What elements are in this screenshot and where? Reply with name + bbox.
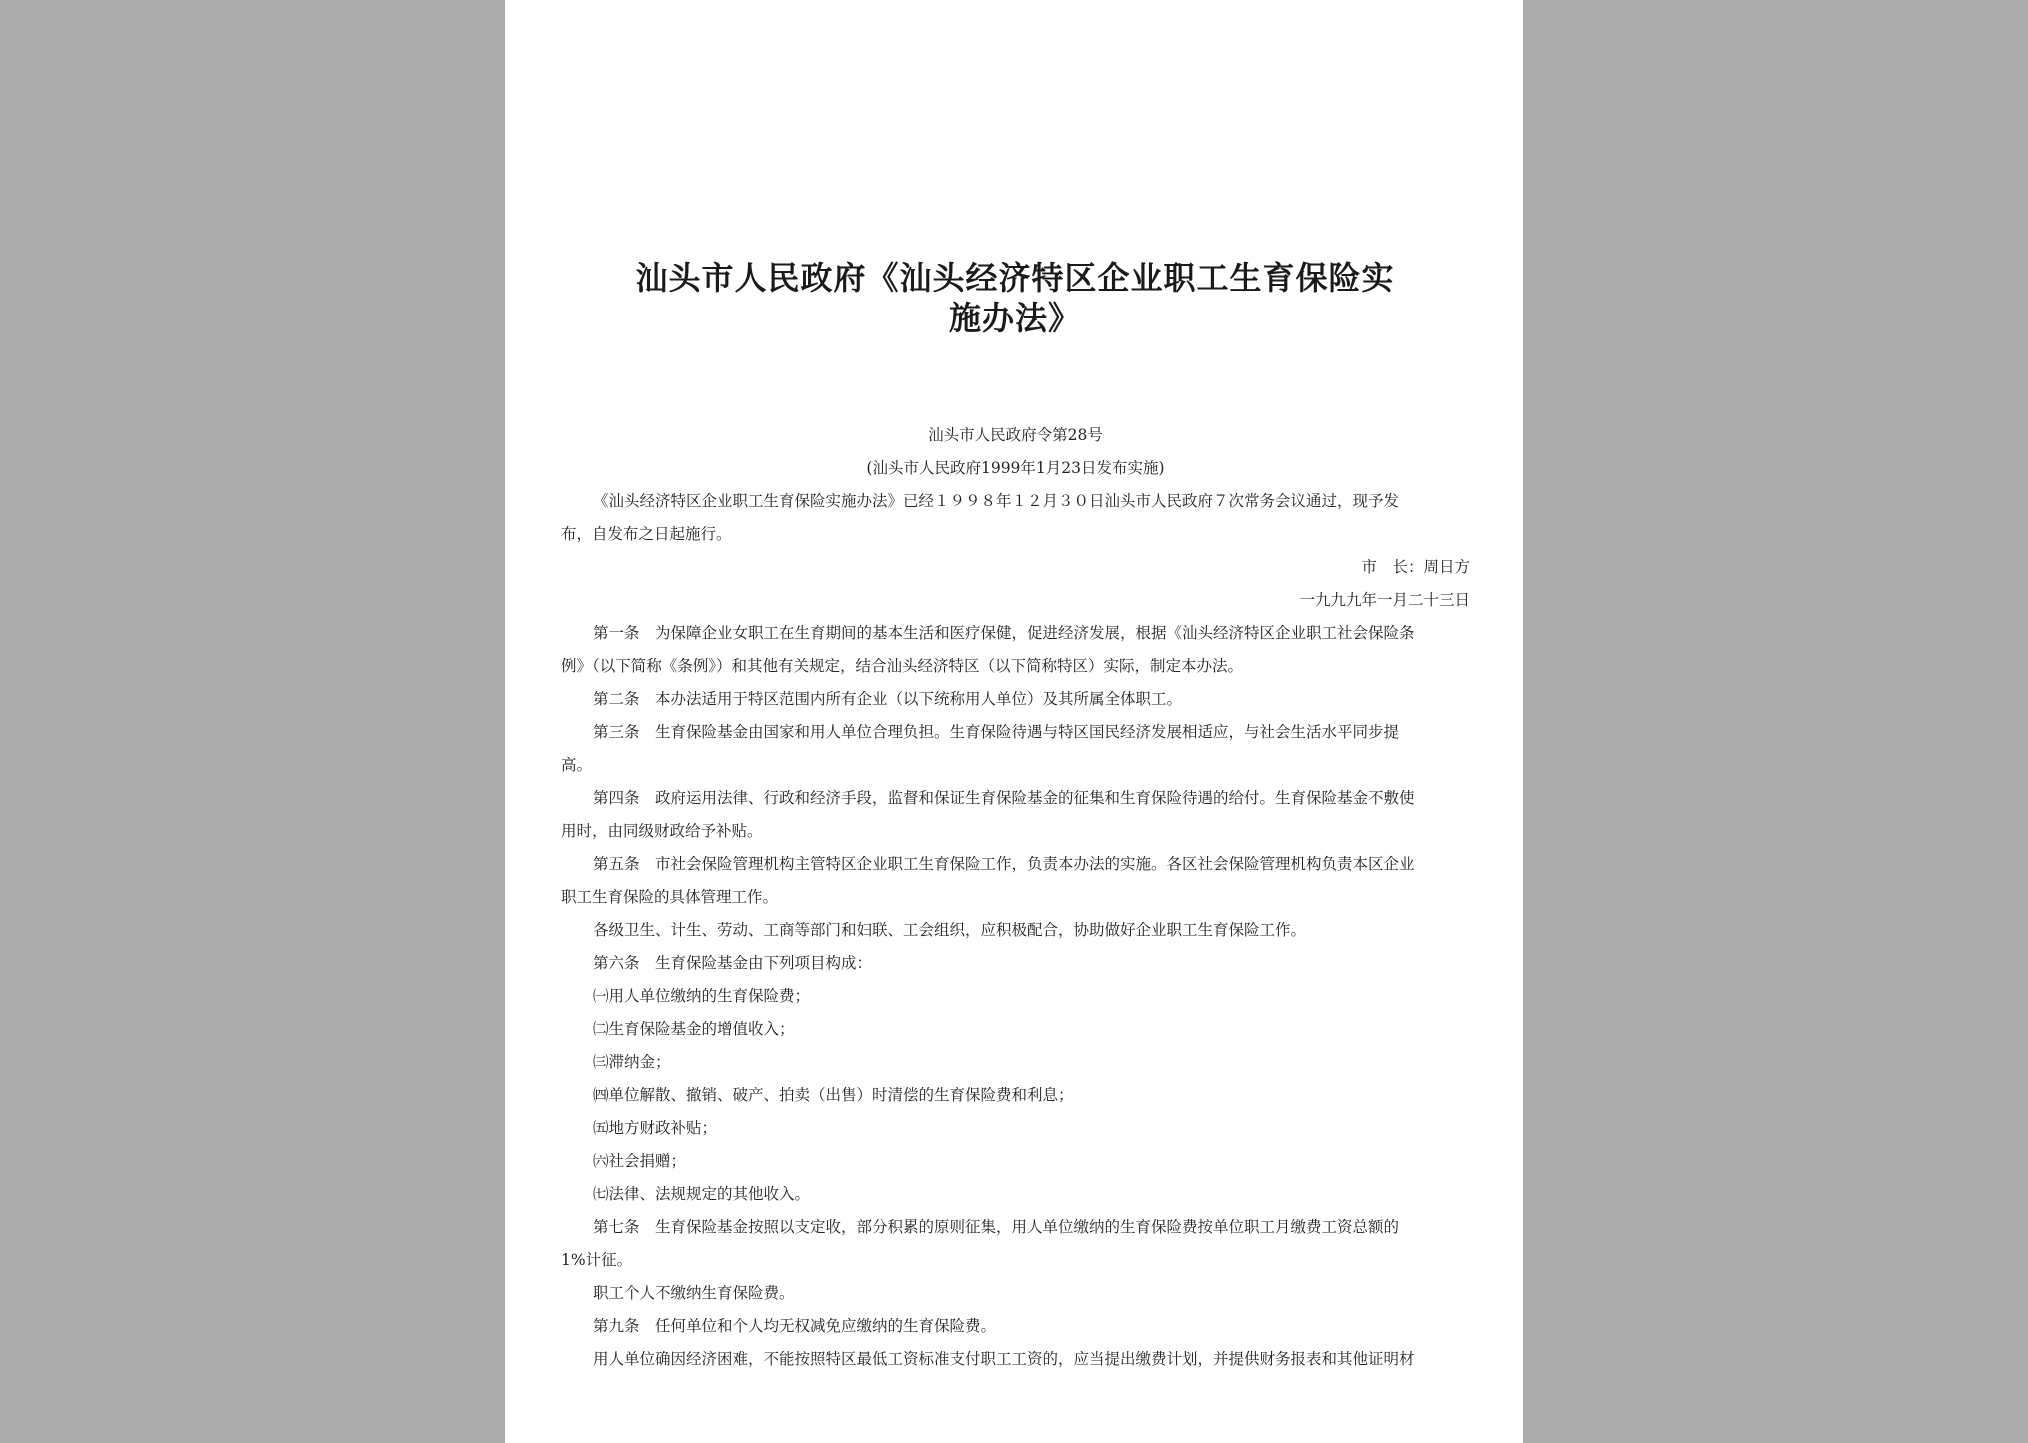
text-line: 第五条 市社会保险管理机构主管特区企业职工生育保险工作，负责本办法的实施。各区社会保险管理机构负责本区企业	[593, 855, 1415, 873]
text-line: 用时，由同级财政给予补贴。	[561, 822, 763, 840]
text-line: 各级卫生、计生、劳动、工商等部门和妇联、工会组织，应积极配合，协助做好企业职工生育保险工作。	[593, 921, 1307, 939]
text-line: 职工个人不缴纳生育保险费。	[593, 1284, 795, 1302]
document-page	[505, 0, 1523, 1443]
text-line: 第四条 政府运用法律、行政和经济手段，监督和保证生育保险基金的征集和生育保险待遇的给付。生育保险基金不敷使	[593, 789, 1415, 807]
text-line: 例》（以下简称《条例》）和其他有关规定，结合汕头经济特区（以下简称特区）实际，制定本办法。	[561, 657, 1244, 675]
text-line: ㈤地方财政补贴；	[593, 1119, 718, 1137]
document-body	[561, 419, 1470, 1376]
text-line: 第七条 生育保险基金按照以支定收，部分积累的原则征集，用人单位缴纳的生育保险费按单位职工月缴费工资总额的	[593, 1218, 1400, 1236]
text-line: 第三条 生育保险基金由国家和用人单位合理负担。生育保险待遇与特区国民经济发展相适应，与社会生活水平同步提	[593, 723, 1400, 741]
text-line: ㈢滞纳金；	[593, 1053, 671, 1071]
title-line-2: 施办法》	[948, 299, 1081, 337]
order-number: 汕头市人民政府令第28号	[928, 426, 1103, 444]
issue-note: (汕头市人民政府1999年1月23日发布实施)	[866, 459, 1165, 477]
text-line: 用人单位确因经济困难，不能按照特区最低工资标准支付职工工资的，应当提出缴费计划，并提供财务报表和其他证明材	[593, 1350, 1415, 1368]
text-line: 第一条 为保障企业女职工在生育期间的基本生活和医疗保健，促进经济发展，根据《汕头经济特区企业职工社会保险条	[593, 624, 1415, 642]
text-line: 高。	[561, 756, 593, 774]
text-line: 第九条 任何单位和个人均无权减免应缴纳的生育保险费。	[593, 1317, 997, 1335]
text-line: ㈣单位解散、撤销、破产、拍卖（出售）时清偿的生育保险费和利息；	[593, 1086, 1074, 1104]
text-line: ㈦法律、法规规定的其他收入。	[593, 1185, 811, 1203]
text-line: ㈠用人单位缴纳的生育保险费；	[593, 987, 811, 1005]
text-line: ㈥社会捐赠；	[593, 1152, 687, 1170]
text-line: 1%计征。	[561, 1251, 633, 1269]
text-line: 职工生育保险的具体管理工作。	[561, 888, 779, 906]
document-title	[585, 258, 1445, 338]
signatory: 市 长：周日方	[1361, 558, 1470, 576]
preamble-line-2: 布，自发布之日起施行。	[561, 525, 732, 543]
text-line: 第六条 生育保险基金由下列项目构成：	[593, 954, 873, 972]
text-line: ㈡生育保险基金的增值收入；	[593, 1020, 795, 1038]
sign-date: 一九九九年一月二十三日	[1299, 591, 1470, 609]
text-line: 第二条 本办法适用于特区范围内所有企业（以下统称用人单位）及其所属全体职工。	[593, 690, 1183, 708]
title-line-1: 汕头市人民政府《汕头经济特区企业职工生育保险实	[635, 259, 1395, 297]
article-lines	[561, 617, 1470, 1376]
preamble-line-1: 《汕头经济特区企业职工生育保险实施办法》已经１９９８年１２月３０日汕头市人民政府７次常务会议通过，现予发	[593, 492, 1400, 510]
